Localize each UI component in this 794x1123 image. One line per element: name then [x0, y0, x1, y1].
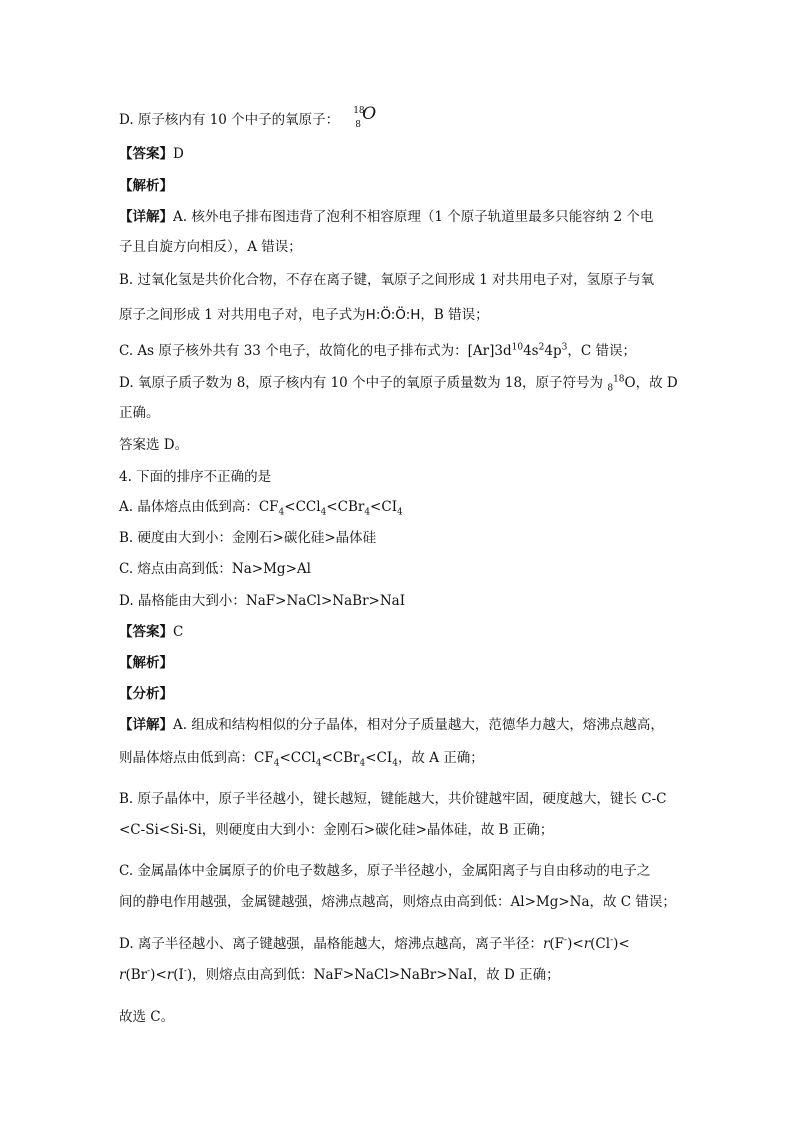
- superscript: 18: [613, 374, 625, 385]
- superscript: 10: [511, 342, 524, 353]
- radius-symbol: r: [542, 936, 550, 952]
- analysis-tag: 【解析】: [119, 178, 173, 194]
- answer-line-1: [119, 145, 184, 163]
- detail-text: 子且自旋方向相反），A 错误；: [119, 239, 302, 255]
- question-4-option-c: [119, 560, 311, 578]
- subscript: 4: [392, 758, 398, 769]
- detail-text: O，故 D: [624, 375, 678, 391]
- isotope-mass-number: 18: [353, 106, 365, 116]
- detail-line-2: [119, 238, 302, 256]
- superscript: 3: [561, 342, 568, 353]
- detail-text: )<: [613, 936, 630, 952]
- superscript: -: [564, 935, 568, 946]
- analyze-line: [119, 685, 173, 703]
- detail-line-10: [119, 790, 667, 808]
- option-d-line: [119, 104, 377, 130]
- detail-line-14: [119, 935, 630, 953]
- electron-formula: H:Ö:Ö:H: [365, 307, 421, 323]
- detail-text: 答案选 D。: [119, 437, 189, 453]
- detail-text: (F: [549, 936, 565, 952]
- detail-text: 原子之间形成 1 对共用电子对，电子式为: [119, 307, 366, 323]
- detail-text: 故选 C。: [119, 1009, 175, 1025]
- answer-value: C: [173, 624, 184, 640]
- detail-text: A. 核外电子排布图违背了泡利不相容原理（1 个原子轨道里最多只能容纳 2 个电: [173, 209, 654, 225]
- detail-text: B. 原子晶体中，原子半径越小，键长越短，键能越大，共价键越牢固，硬度越大，键长 C-C: [119, 791, 667, 807]
- radius-symbol: r: [583, 936, 591, 952]
- detail-text: 则晶体熔点由低到高：CF: [119, 750, 274, 766]
- answer-select-line: [119, 436, 188, 454]
- answer-tag: 【答案】: [119, 624, 173, 640]
- detail-text: (Cl: [590, 936, 611, 952]
- option-text: D. 晶格能由大到小：NaF>NaCl>NaBr>NaI: [119, 593, 406, 609]
- detail-text: C. 金属晶体中金属原子的价电子数越多，原子半径越小，金属阳离子与自由移动的电子之: [119, 863, 651, 879]
- detail-line-8: [119, 716, 664, 734]
- subscript: 4: [278, 507, 285, 518]
- detail-text: D. 离子半径越小、离子键越强，晶格能越大，熔沸点越高，离子半径：: [119, 936, 543, 952]
- detail-text: (Br: [125, 967, 148, 983]
- superscript: 2: [538, 342, 545, 353]
- question-4-option-d: [119, 592, 405, 610]
- detail-line-7: [119, 404, 160, 422]
- detail-text: 间的静电作用越强，金属键越强，熔沸点越高，则熔点由高到低：Al>Mg>Na，故 C 错误；: [119, 894, 676, 910]
- detail-tag: 【详解】: [119, 717, 173, 733]
- question-4-stem: [119, 468, 271, 486]
- option-d-text: D. 原子核内有 10 个中子的氧原子：: [119, 112, 340, 128]
- subscript: 4: [273, 758, 280, 769]
- detail-tag: 【详解】: [119, 209, 173, 225]
- question-4-option-a: [119, 498, 403, 516]
- subscript: 8: [607, 383, 614, 394]
- detail-line-5: [119, 342, 636, 360]
- subscript: 4: [320, 507, 327, 518]
- detail-text: )<: [567, 936, 584, 952]
- detail-text: <CCl: [279, 750, 316, 766]
- detail-text: A. 组成和结构相似的分子晶体，相对分子质量越大，范德华力越大，熔沸点越高，: [173, 717, 664, 733]
- superscript: -: [183, 966, 187, 977]
- detail-text: (I: [173, 967, 184, 983]
- detail-line-3: [119, 271, 654, 289]
- question-4-option-b: [119, 529, 376, 547]
- detail-line-6: [119, 374, 678, 392]
- detail-text: 4s: [523, 343, 539, 359]
- option-text: <CBr: [326, 499, 365, 515]
- detail-text: B. 过氧化氢是共价化合物，不存在离子键，氧原子之间形成 1 对共用电子对，氢原子与氧: [119, 272, 655, 288]
- subscript: 4: [359, 758, 366, 769]
- detail-text: )<: [150, 967, 167, 983]
- option-text: A. 晶体熔点由低到高：CF: [119, 499, 279, 515]
- analyze-tag: 【分析】: [119, 686, 173, 702]
- detail-line-1: [119, 208, 653, 226]
- conclusion-line: [119, 1008, 174, 1026]
- detail-text: ，故 A 正确；: [397, 750, 484, 766]
- detail-line-9: [119, 749, 484, 767]
- analysis-line-1: [119, 177, 173, 195]
- detail-text: ，B 错误；: [420, 307, 489, 323]
- detail-text: <C-Si<Si-Si，则硬度由大到小：金刚石>碳化硅>晶体硅，故 B 正确；: [119, 822, 554, 838]
- detail-line-12: [119, 862, 650, 880]
- isotope-element: O: [362, 104, 377, 124]
- detail-text: ，C 错误；: [567, 343, 636, 359]
- analysis-tag: 【解析】: [119, 655, 173, 671]
- answer-value: D: [173, 146, 184, 162]
- detail-text: D. 氧原子质子数为 8，原子核内有 10 个中子的氧原子质量数为 18，原子符号为: [119, 375, 608, 391]
- radius-symbol: r: [119, 967, 126, 983]
- subscript: 4: [315, 758, 322, 769]
- detail-text: <CBr: [321, 750, 360, 766]
- detail-text: 正确。: [119, 405, 160, 421]
- option-text: <CCl: [284, 499, 321, 515]
- superscript: -: [610, 935, 614, 946]
- option-text: <CI: [370, 499, 398, 515]
- analysis-line-2: [119, 654, 173, 672]
- isotope-atomic-number: 8: [355, 120, 361, 130]
- detail-text: )，则熔点由高到低：NaF>NaCl>NaBr>NaI，故 D 正确；: [186, 967, 560, 983]
- option-text: B. 硬度由大到小：金刚石>碳化硅>晶体硅: [119, 530, 377, 546]
- superscript: -: [147, 966, 151, 977]
- radius-symbol: r: [166, 967, 174, 983]
- detail-line-4: [119, 306, 489, 324]
- answer-tag: 【答案】: [119, 146, 173, 162]
- question-text: 4. 下面的排序不正确的是: [119, 469, 272, 485]
- detail-text: <CI: [365, 750, 393, 766]
- detail-text: 4p: [544, 343, 562, 359]
- detail-line-11: [119, 821, 553, 839]
- subscript: 4: [364, 507, 371, 518]
- detail-line-13: [119, 893, 676, 911]
- answer-line-2: [119, 623, 183, 641]
- detail-line-15: [119, 966, 560, 984]
- oxygen-isotope-symbol: [353, 104, 377, 130]
- subscript: 4: [397, 507, 403, 518]
- option-text: C. 熔点由高到低：Na>Mg>Al: [119, 561, 311, 577]
- detail-text: C. As 原子核外共有 33 个电子，故简化的电子排布式为：[Ar]3d: [119, 343, 512, 359]
